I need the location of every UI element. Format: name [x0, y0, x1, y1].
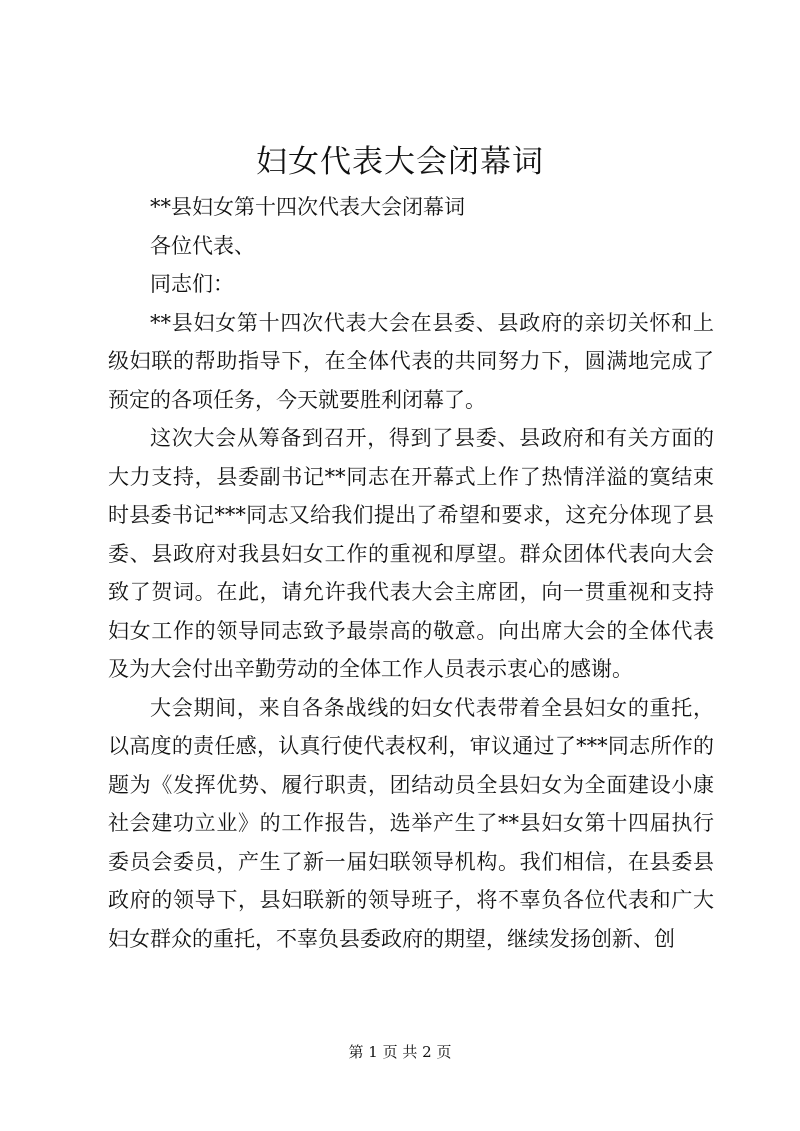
body-paragraph-3: 大会期间，来自各条战线的妇女代表带着全县妇女的重托，以高度的责任感，认真行使代表权利，审议通过了***同志所作的题为《发挥优势、履行职责，团结动员全县妇女为全面建设小康社会建功立业》的工作报告，选举产生了**县妇女第十四届执行委员会委员，产生了新一届妇联领导机构。我们相信，在县委县政府的领导下，县妇联新的领导班子，将不辜负各位代表和广大妇女群众的重托，不辜负县委政府的期望，继续发扬创新、创 — [108, 695, 714, 951]
body-paragraph-heading: **县妇女第十四次代表大会闭幕词 — [150, 195, 465, 219]
body-paragraph-salutation-1: 各位代表、 — [150, 233, 255, 258]
body-paragraph-salutation-2: 同志们： — [150, 272, 234, 296]
document-body — [108, 188, 714, 958]
body-paragraph-1: **县妇女第十四次代表大会在县委、县政府的亲切关怀和上级妇联的帮助指导下，在全体代表的共同努力下，圆满地完成了预定的各项任务，今天就要胜利闭幕了。 — [108, 310, 714, 412]
page-number-footer: 第 1 页 共 2 页 — [348, 1043, 452, 1061]
body-paragraph-2: 这次大会从筹备到召开，得到了县委、县政府和有关方面的大力支持，县委副书记**同志在开幕式上作了热情洋溢的寞结束时县委书记***同志又给我们提出了希望和要求，这充分体现了县委、县政府对我县妇女工作的重视和厚望。群众团体代表向大会致了贺词。在此，请允许我代表大会主席团，向一贯重视和支持妇女工作的领导同志致予最崇高的敬意。向出席大会的全体代表及为大会付出辛勤劳动的全体工作人员表示衷心的感谢。 — [108, 426, 714, 681]
document-title: 妇女代表大会闭幕词 — [256, 144, 544, 180]
